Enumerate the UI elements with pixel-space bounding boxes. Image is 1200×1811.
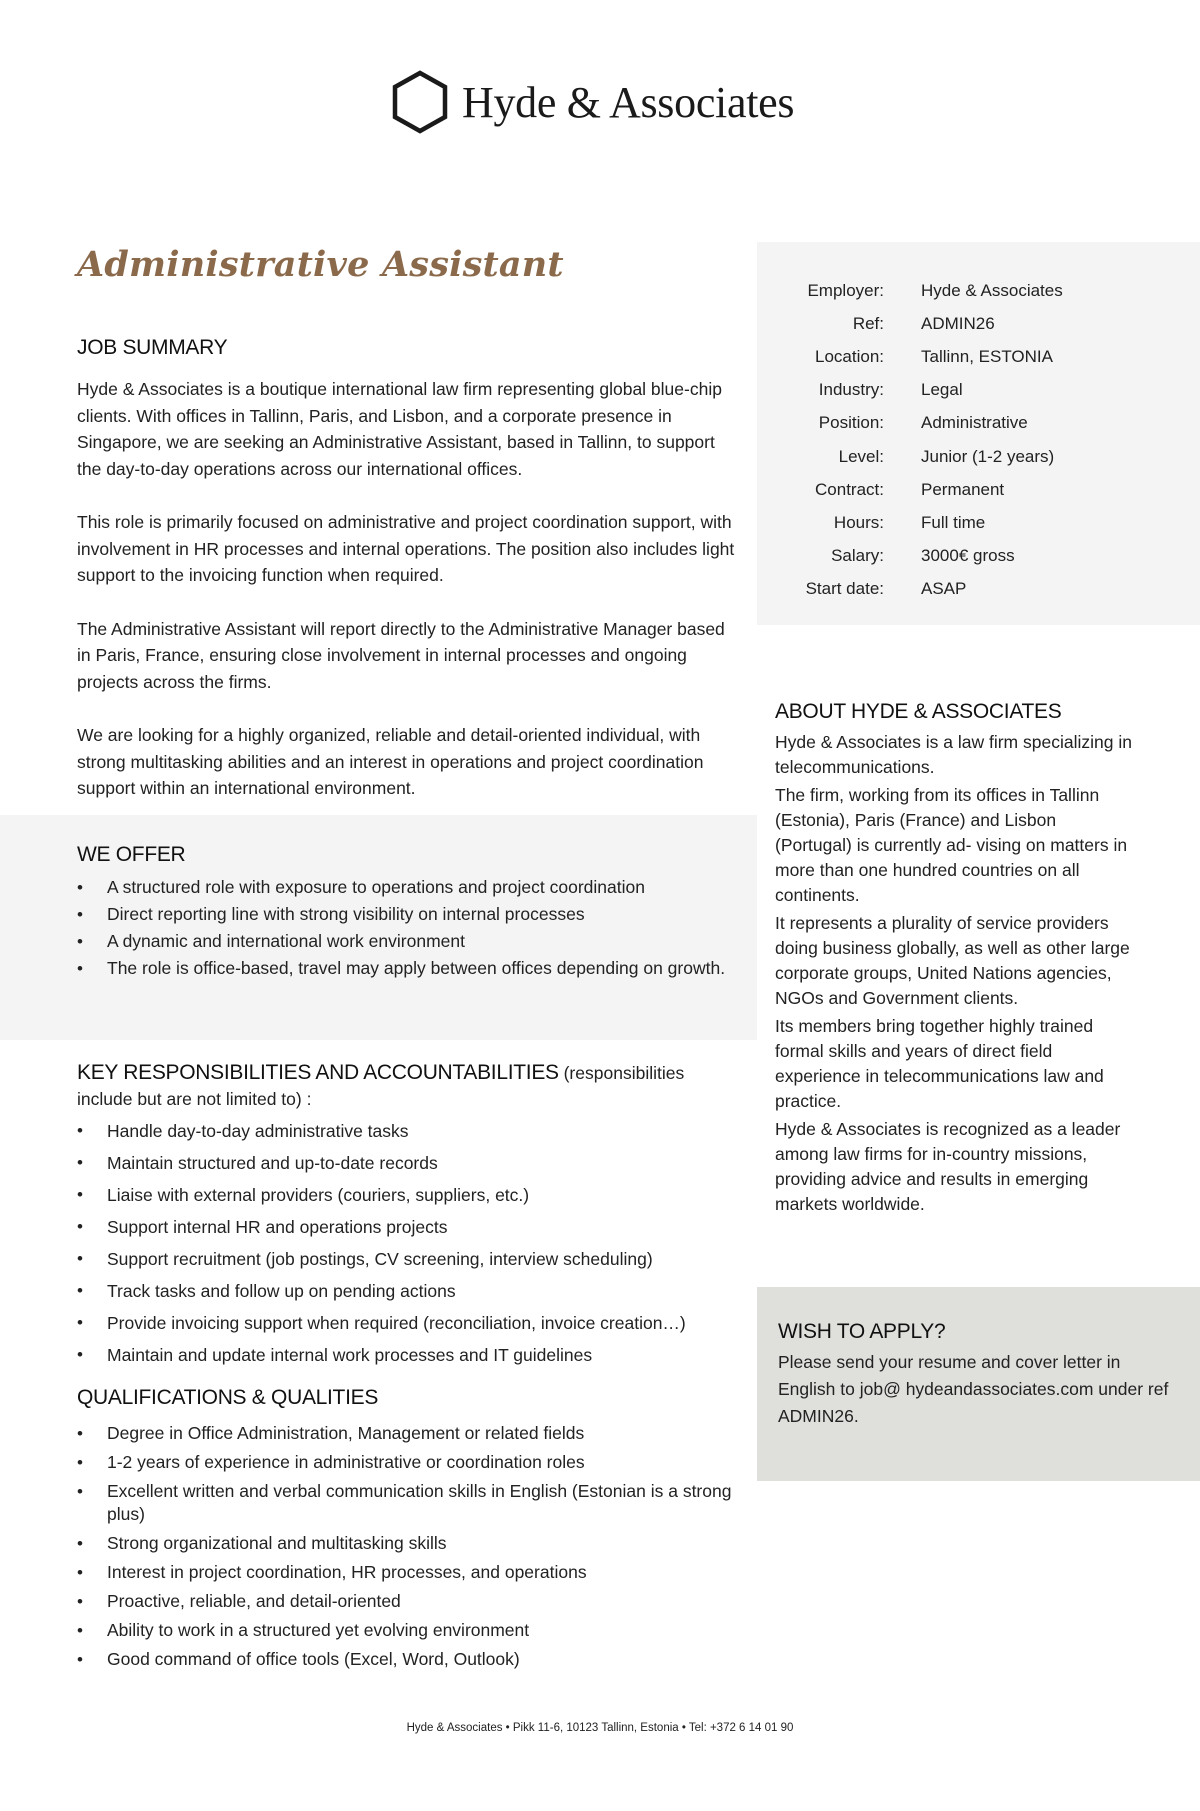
summary-paragraph: This role is primarily focused on administrative and project coordination support, with involvement in HR processes and internal operations. The position also includes light support to the invoicing function when required. [77,512,735,585]
list-item: • The role is office-based, travel may apply between offices depending on growth. [77,956,737,981]
apply-section [778,1320,1178,1430]
detail-row-salary [757,540,1200,573]
job-details-table [757,274,1200,606]
list-item: • Degree in Office Administration, Management or related fields [77,1422,737,1445]
list-item: • Handle day-to-day administrative tasks [77,1118,737,1144]
responsibilities-heading: KEY RESPONSIBILITIES AND ACCOUNTABILITIES [77,1061,559,1084]
qualifications-section [77,1386,737,1677]
list-item: • Strong organizational and multitasking skills [77,1532,737,1555]
list-item: • Track tasks and follow up on pending actions [77,1278,737,1304]
list-item: • Support internal HR and operations projects [77,1214,737,1240]
detail-row-employer [757,274,1200,307]
list-item: • Ability to work in a structured yet evolving environment [77,1619,737,1642]
list-item: • Liaise with external providers (couriers, suppliers, etc.) [77,1182,737,1208]
company-logo [392,70,794,134]
detail-label: Location: [815,346,884,366]
detail-row-industry [757,374,1200,407]
about-paragraph: Hyde & Associates is recognized as a leader among law firms for in-country missions, providing advice and results in emerging markets worldwide. [775,1119,1121,1214]
apply-heading: WISH TO APPLY? [778,1320,946,1343]
detail-row-location [757,340,1200,373]
responsibilities-section [77,1060,737,1374]
detail-value: 3000€ gross [921,546,1015,566]
detail-label: Start date: [805,579,884,599]
apply-text: Please send your resume and cover letter in English to job@ hydeandassociates.com under ref ADMIN26. [778,1352,1169,1426]
detail-value: Junior (1-2 years) [921,446,1055,466]
detail-value: Legal [921,380,963,400]
detail-row-ref [757,307,1200,340]
about-paragraph: Hyde & Associates is a law firm specializing in telecommunications. [775,732,1132,777]
list-item: • A structured role with exposure to operations and project coordination [77,875,737,900]
summary-paragraph: We are looking for a highly organized, reliable and detail-oriented individual, with strong multitasking abilities and an interest in operations and project coordination support within an international environment. [77,725,704,798]
detail-row-contract [757,473,1200,506]
detail-value: ASAP [921,579,967,599]
list-item: • Direct reporting line with strong visibility on internal processes [77,902,737,927]
detail-label: Employer: [807,280,884,300]
detail-value: ADMIN26 [921,313,995,333]
responsibilities-note: (responsibilities include but are not limited to) : [77,1063,685,1109]
qualifications-list [77,1422,737,1671]
detail-label: Industry: [818,380,884,400]
detail-label: Position: [818,413,884,433]
list-item: • Excellent written and verbal communication skills in English (Estonian is a strong plus) [77,1480,737,1526]
about-paragraph: The firm, working from its offices in Tallinn (Estonia), Paris (France) and Lisbon (Portugal) is currently ad- vising on matters in more than one hundred countries on all continents. [775,785,1128,905]
about-section [775,700,1135,1220]
list-item: • Support recruitment (job postings, CV screening, interview scheduling) [77,1246,737,1272]
job-summary-section [77,336,737,829]
list-item: • Provide invoicing support when required (reconciliation, invoice creation…) [77,1310,737,1336]
qualifications-heading: QUALIFICATIONS & QUALITIES [77,1386,379,1409]
detail-label: Ref: [852,313,884,333]
detail-row-start-date [757,573,1200,606]
summary-paragraph: The Administrative Assistant will report directly to the Administrative Manager based in Paris, France, ensuring close involvement in internal processes and ongoing projects across the firms. [77,618,725,692]
job-title: Administrative Assistant [77,244,564,285]
list-item: • Proactive, reliable, and detail-oriented [77,1590,737,1613]
we-offer-section [77,843,737,983]
list-item: • 1-2 years of experience in administrative or coordination roles [77,1451,737,1474]
list-item: • Good command of office tools (Excel, Word, Outlook) [77,1648,737,1671]
detail-label: Level: [838,446,884,466]
list-item: • A dynamic and international work environment [77,929,737,954]
detail-value: Hyde & Associates [921,280,1063,300]
detail-value: Administrative [921,413,1028,433]
detail-label: Salary: [831,546,884,566]
hexagon-icon [392,70,448,134]
responsibilities-list [77,1118,737,1368]
job-summary-heading: JOB SUMMARY [77,336,228,359]
detail-row-hours [757,506,1200,539]
list-item: • Maintain structured and up-to-date records [77,1150,737,1176]
footer-address: Hyde & Associates • Pikk 11-6, 10123 Tallinn, Estonia • Tel: +372 6 14 01 90 [406,1722,794,1734]
offer-list [77,875,737,981]
detail-label: Hours: [833,512,884,532]
detail-value: Full time [921,512,986,532]
detail-value: Tallinn, ESTONIA [921,346,1053,366]
we-offer-heading: WE OFFER [77,843,186,866]
about-paragraph: Its members bring together highly trained formal skills and years of direct field experience in telecommunications law and practice. [775,1016,1104,1111]
summary-paragraph: Hyde & Associates is a boutique international law firm representing global blue-chip clients. With offices in Tallinn, Paris, and Lisbon, and a corporate presence in Singapore, we are seeking an Administrative Assistant, based in Tallinn, to support the day-to-day operations across our international offices. [77,379,722,479]
detail-label: Contract: [815,479,884,499]
detail-row-position [757,407,1200,440]
detail-value: Permanent [921,479,1005,499]
logo-text: Hyde & Associates [462,77,795,127]
list-item: • Interest in project coordination, HR processes, and operations [77,1561,737,1584]
about-paragraph: It represents a plurality of service providers doing business globally, as well as other large corporate groups, United Nations agencies, NGOs and Government clients. [775,913,1130,1008]
list-item: • Maintain and update internal work processes and IT guidelines [77,1342,737,1368]
detail-row-level [757,440,1200,473]
responsibilities-heading-line [77,1060,737,1112]
about-heading: ABOUT HYDE & ASSOCIATES [775,700,1062,723]
